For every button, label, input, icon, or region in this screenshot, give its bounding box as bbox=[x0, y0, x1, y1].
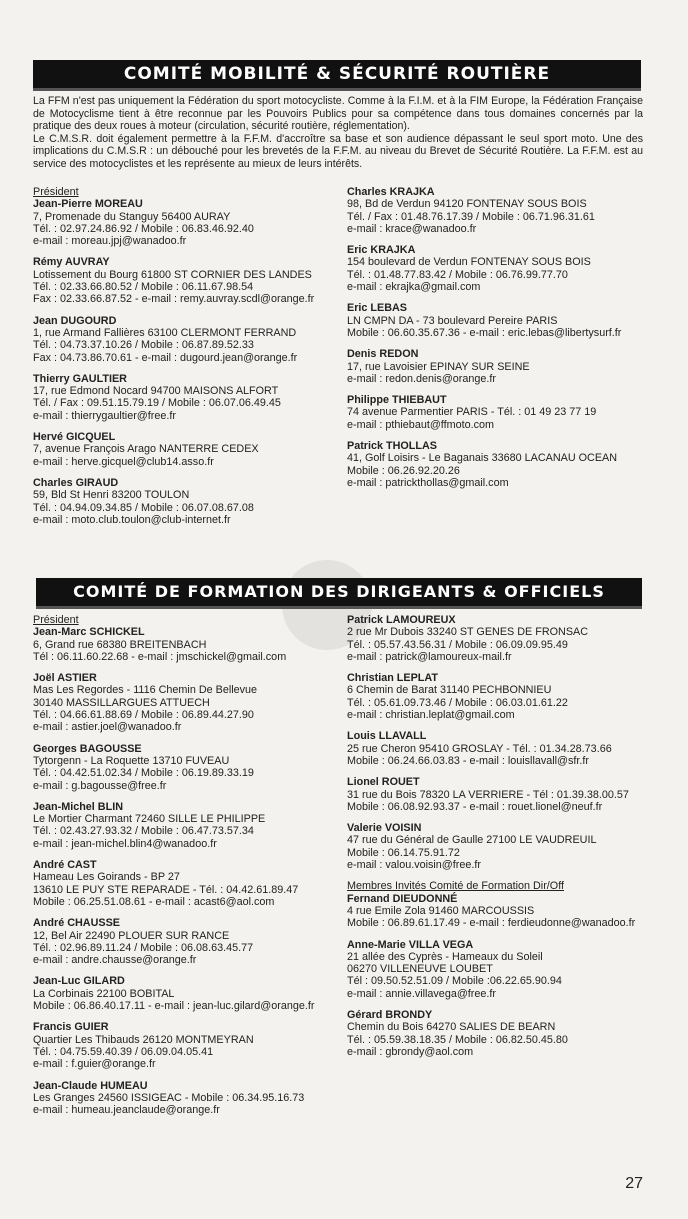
member-name: Anne-Marie VILLA VEGA bbox=[347, 938, 474, 951]
member-entry bbox=[33, 1080, 343, 1117]
contact-line: e-mail : ekrajka@gmail.com bbox=[347, 281, 481, 294]
contact-line: e-mail : jean-michel.blin4@wanadoo.fr bbox=[33, 837, 217, 850]
contact-line: 25 rue Cheron 95410 GROSLAY - Tél. : 01.34.28.73.66 bbox=[347, 742, 612, 755]
member-name: Charles GIRAUD bbox=[33, 476, 119, 489]
contact-line: e-mail : christian.leplat@gmail.com bbox=[347, 709, 515, 722]
member-entry bbox=[347, 348, 657, 385]
contact-line: Tytorgenn - La Roquette 13710 FUVEAU bbox=[33, 754, 230, 767]
contact-line: Tél. / Fax : 01.48.76.17.39 / Mobile : 06.71.96.31.61 bbox=[347, 210, 595, 223]
member-entry bbox=[347, 822, 657, 871]
member-name: Francis GUIER bbox=[33, 1021, 109, 1034]
member-name: Patrick LAMOUREUX bbox=[347, 614, 456, 626]
contact-line: e-mail : f.guier@orange.fr bbox=[33, 1058, 156, 1071]
contact-line: 1, rue Armand Fallières 63100 CLERMONT FERRAND bbox=[33, 326, 297, 339]
member-entry bbox=[347, 186, 657, 235]
mobilite-members-left bbox=[33, 186, 343, 535]
contact-line: Tél. : 04.94.09.34.85 / Mobile : 06.07.08.67.08 bbox=[33, 501, 254, 514]
member-entry bbox=[33, 186, 343, 247]
contact-line: e-mail : thierrygaultier@free.fr bbox=[33, 409, 176, 422]
contact-line: 21 allée des Cyprès - Hameaux du Soleil bbox=[347, 950, 543, 963]
member-name: Thierry GAULTIER bbox=[33, 372, 127, 385]
intro-paragraph: La FFM n'est pas uniquement la Fédération du sport motocycliste. Comme à la F.I.M. et à la FIM Europe, la Fédération Française de Motocyclisme tient à être reconnue par les Pouvoirs Publics pour sa compétence dans tous domaines concernés par la pratique des deux roues à moteur (circulation, sécurité routière, réglementation). bbox=[33, 95, 643, 133]
contact-line: Mobile : 06.26.92.20.26 bbox=[347, 464, 460, 477]
section-header-mobilite: COMITÉ MOBILITÉ & SÉCURITÉ ROUTIÈRE bbox=[33, 60, 641, 91]
member-entry bbox=[33, 477, 343, 526]
contact-line: e-mail : patrickthollas@gmail.com bbox=[347, 476, 509, 489]
member-entry bbox=[347, 1009, 657, 1058]
member-entry bbox=[347, 730, 657, 767]
contact-line: Fax : 04.73.86.70.61 - e-mail : dugourd.jean@orange.fr bbox=[33, 351, 298, 364]
member-name: Philippe THIEBAUT bbox=[347, 394, 447, 407]
member-entry bbox=[33, 373, 343, 422]
member-entry bbox=[33, 672, 343, 733]
member-entry bbox=[347, 302, 657, 339]
contact-line: Tél. : 05.59.38.18.35 / Mobile : 06.82.50.45.80 bbox=[347, 1033, 568, 1046]
contact-line: e-mail : g.bagousse@free.fr bbox=[33, 779, 167, 792]
contact-line: Tél. : 02.43.27.93.32 / Mobile : 06.47.73.57.34 bbox=[33, 825, 254, 838]
contact-line: e-mail : gbrondy@aol.com bbox=[347, 1045, 474, 1058]
contact-line: 74 avenue Parmentier PARIS - Tél. : 01 49 23 77 19 bbox=[347, 406, 597, 419]
member-entry bbox=[33, 1021, 343, 1070]
contact-line: Le Mortier Charmant 72460 SILLE LE PHILIPPE bbox=[33, 813, 266, 826]
contact-line: 06270 VILLENEUVE LOUBET bbox=[347, 963, 493, 976]
role-label: Président bbox=[33, 614, 79, 626]
member-name: Charles KRAJKA bbox=[347, 186, 435, 198]
contact-line: Mobile : 06.25.51.08.61 - e-mail : acast6@aol.com bbox=[33, 895, 275, 908]
member-name: Lionel ROUET bbox=[347, 776, 420, 789]
member-name: Jean-Claude HUMEAU bbox=[33, 1079, 148, 1092]
contact-line: Lotissement du Bourg 61800 ST CORNIER DES LANDES bbox=[33, 268, 312, 281]
contact-line: 30140 MASSILLARGUES ATTUECH bbox=[33, 696, 210, 709]
contact-line: La Corbinais 22100 BOBITAL bbox=[33, 987, 175, 1000]
contact-line: 154 boulevard de Verdun FONTENAY SOUS BOIS bbox=[347, 256, 591, 269]
contact-line: 17, rue Edmond Nocard 94700 MAISONS ALFORT bbox=[33, 385, 279, 398]
contact-line: 7, Promenade du Stanguy 56400 AURAY bbox=[33, 210, 231, 223]
contact-line: Quartier Les Thibauds 26120 MONTMEYRAN bbox=[33, 1033, 254, 1046]
member-name: Patrick THOLLAS bbox=[347, 440, 437, 453]
member-name: Rémy AUVRAY bbox=[33, 256, 110, 269]
member-name: Gérard BRONDY bbox=[347, 1009, 433, 1022]
mobilite-members-right bbox=[347, 186, 657, 498]
role-label: Membres Invités Comité de Formation Dir/Off bbox=[347, 880, 565, 893]
contact-line: Tél. : 02.97.24.86.92 / Mobile : 06.83.46.92.40 bbox=[33, 222, 254, 235]
contact-line: Les Granges 24560 ISSIGEAC - Mobile : 06.34.95.16.73 bbox=[33, 1091, 305, 1104]
intro-paragraph: Le C.M.S.R. doit également permettre à la F.F.M. d'accroître sa base et son audience dépassant le seul sport moto. Une des implications du C.M.S.R : un débouché pour les brevetés de la F.F.M. au niveau du Brevet de Sécurité Routière. La F.F.M. est au service des motocyclistes et les représente au mieux de leurs intérêts. bbox=[33, 132, 643, 170]
member-entry bbox=[33, 859, 343, 908]
section-header-formation: COMITÉ DE FORMATION DES DIRIGEANTS & OFFICIELS bbox=[36, 578, 642, 609]
member-entry bbox=[347, 939, 657, 1000]
contact-line: e-mail : annie.villavega@free.fr bbox=[347, 987, 496, 1000]
contact-line: Tél. : 02.33.66.80.52 / Mobile : 06.11.67.98.54 bbox=[33, 281, 254, 294]
contact-line: Tél. : 01.48.77.83.42 / Mobile : 06.76.99.77.70 bbox=[347, 268, 568, 281]
member-entry bbox=[347, 614, 657, 663]
member-entry bbox=[33, 614, 343, 663]
member-name: Jean-Michel BLIN bbox=[33, 800, 123, 813]
contact-line: Mas Les Regordes - 1116 Chemin De Bellevue bbox=[33, 684, 258, 697]
contact-line: 6, Grand rue 68380 BREITENBACH bbox=[33, 638, 207, 651]
contact-line: e-mail : herve.gicquel@club14.asso.fr bbox=[33, 455, 214, 468]
member-entry bbox=[347, 440, 657, 489]
contact-line: Tél. : 04.75.59.40.39 / 06.09.04.05.41 bbox=[33, 1045, 214, 1058]
contact-line: Tél. / Fax : 09.51.15.79.19 / Mobile : 06.07.06.49.45 bbox=[33, 397, 281, 410]
contact-line: Tél. : 05.57.43.56.31 / Mobile : 06.09.09.95.49 bbox=[347, 638, 568, 651]
member-name: Joël ASTIER bbox=[33, 672, 97, 685]
contact-line: e-mail : redon.denis@orange.fr bbox=[347, 372, 496, 385]
member-name: Valerie VOISIN bbox=[347, 822, 422, 835]
member-name: André CAST bbox=[33, 859, 97, 872]
contact-line: e-mail : andre.chausse@orange.fr bbox=[33, 954, 197, 967]
member-entry bbox=[33, 801, 343, 850]
member-entry bbox=[33, 315, 343, 364]
member-name: Denis REDON bbox=[347, 348, 419, 361]
member-name: Jean-Luc GILARD bbox=[33, 975, 125, 988]
member-entry bbox=[347, 394, 657, 431]
member-name: Louis LLAVALL bbox=[347, 730, 427, 743]
formation-members-left bbox=[33, 614, 343, 1125]
role-label: Président bbox=[33, 186, 79, 198]
contact-line: e-mail : humeau.jeanclaude@orange.fr bbox=[33, 1104, 220, 1117]
contact-line: Tél : 06.11.60.22.68 - e-mail : jmschickel@gmail.com bbox=[33, 650, 287, 663]
member-name: Jean DUGOURD bbox=[33, 314, 117, 327]
contact-line: 6 Chemin de Barat 31140 PECHBONNIEU bbox=[347, 684, 552, 697]
contact-line: Tél. : 04.42.51.02.34 / Mobile : 06.19.89.33.19 bbox=[33, 767, 254, 780]
contact-line: e-mail : valou.voisin@free.fr bbox=[347, 859, 481, 872]
contact-line: e-mail : moto.club.toulon@club-internet.fr bbox=[33, 513, 231, 526]
contact-line: e-mail : patrick@lamoureux-mail.fr bbox=[347, 650, 512, 663]
member-name: André CHAUSSE bbox=[33, 917, 120, 930]
contact-line: Mobile : 06.86.40.17.11 - e-mail : jean-luc.gilard@orange.fr bbox=[33, 1000, 315, 1013]
member-entry bbox=[33, 975, 343, 1012]
contact-line: 59, Bld St Henri 83200 TOULON bbox=[33, 489, 190, 502]
member-name: Jean-Pierre MOREAU bbox=[33, 198, 143, 211]
contact-line: 12, Bel Air 22490 PLOUER SUR RANCE bbox=[33, 929, 230, 942]
contact-line: Fax : 02.33.66.87.52 - e-mail : remy.auvray.scdl@orange.fr bbox=[33, 293, 315, 306]
contact-line: Chemin du Bois 64270 SALIES DE BEARN bbox=[347, 1021, 556, 1034]
contact-line: Tél. : 02.96.89.11.24 / Mobile : 06.08.63.45.77 bbox=[33, 941, 254, 954]
formation-members-right bbox=[347, 614, 657, 1067]
member-entry bbox=[33, 256, 343, 305]
member-name: Fernand DIEUDONNÉ bbox=[347, 892, 458, 905]
member-name: Eric KRAJKA bbox=[347, 244, 416, 257]
contact-line: e-mail : moreau.jpj@wanadoo.fr bbox=[33, 235, 187, 248]
page-number: 27 bbox=[625, 1175, 643, 1192]
member-name: Eric LEBAS bbox=[347, 302, 407, 315]
member-name: Georges BAGOUSSE bbox=[33, 742, 142, 755]
contact-line: 2 rue Mr Dubois 33240 ST GENES DE FRONSAC bbox=[347, 626, 589, 639]
contact-line: 98, Bd de Verdun 94120 FONTENAY SOUS BOIS bbox=[347, 198, 587, 211]
member-name: Hervé GICQUEL bbox=[33, 431, 116, 444]
member-entry bbox=[33, 743, 343, 792]
contact-line: 17, rue Lavoisier EPINAY SUR SEINE bbox=[347, 360, 530, 373]
contact-line: e-mail : astier.joel@wanadoo.fr bbox=[33, 721, 182, 734]
contact-line: Mobile : 06.60.35.67.36 - e-mail : eric.lebas@libertysurf.fr bbox=[347, 326, 622, 339]
contact-line: Mobile : 06.24.66.03.83 - e-mail : louisllavall@sfr.fr bbox=[347, 754, 590, 767]
contact-line: Mobile : 06.89.61.17.49 - e-mail : ferdieudonne@wanadoo.fr bbox=[347, 917, 636, 930]
contact-line: 31 rue du Bois 78320 LA VERRIERE - Tél : 01.39.38.00.57 bbox=[347, 788, 629, 801]
contact-line: 41, Golf Loisirs - Le Baganais 33680 LACANAU OCEAN bbox=[347, 452, 618, 465]
intro-text bbox=[33, 95, 643, 171]
contact-line: 4 rue Emile Zola 91460 MARCOUSSIS bbox=[347, 904, 535, 917]
member-entry bbox=[347, 880, 657, 929]
contact-line: Hameau Les Goirands - BP 27 bbox=[33, 871, 180, 884]
contact-line: 7, avenue François Arago NANTERRE CEDEX bbox=[33, 443, 259, 456]
contact-line: e-mail : krace@wanadoo.fr bbox=[347, 222, 477, 235]
member-entry bbox=[347, 776, 657, 813]
member-entry bbox=[347, 244, 657, 293]
contact-line: e-mail : pthiebaut@ffmoto.com bbox=[347, 418, 494, 431]
member-entry bbox=[33, 431, 343, 468]
contact-line: LN CMPN DA - 73 boulevard Pereire PARIS bbox=[347, 314, 558, 327]
member-name: Christian LEPLAT bbox=[347, 672, 438, 685]
contact-line: Mobile : 06.14.75.91.72 bbox=[347, 846, 460, 859]
contact-line: Tél. : 05.61.09.73.46 / Mobile : 06.03.01.61.22 bbox=[347, 696, 568, 709]
member-entry bbox=[347, 672, 657, 721]
contact-line: 13610 LE PUY STE REPARADE - Tél. : 04.42.61.89.47 bbox=[33, 883, 299, 896]
member-entry bbox=[33, 917, 343, 966]
member-name: Jean-Marc SCHICKEL bbox=[33, 626, 145, 639]
contact-line: Tél. : 04.66.61.88.69 / Mobile : 06.89.44.27.90 bbox=[33, 709, 254, 722]
contact-line: Mobile : 06.08.92.93.37 - e-mail : rouet.lionel@neuf.fr bbox=[347, 800, 603, 813]
contact-line: Tél : 09.50.52.51.09 / Mobile :06.22.65.90.94 bbox=[347, 975, 562, 988]
contact-line: 47 rue du Général de Gaulle 27100 LE VAUDREUIL bbox=[347, 834, 597, 847]
contact-line: Tél. : 04.73.37.10.26 / Mobile : 06.87.89.52.33 bbox=[33, 339, 254, 352]
